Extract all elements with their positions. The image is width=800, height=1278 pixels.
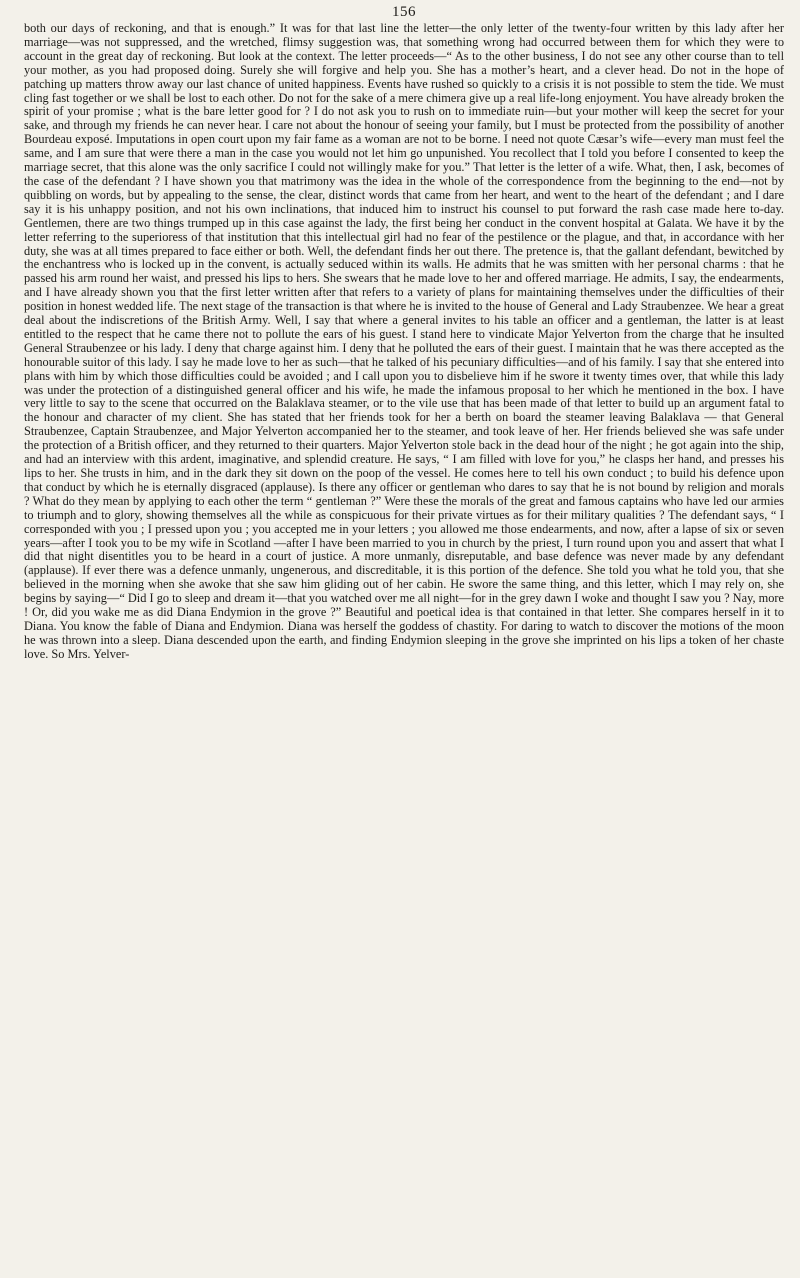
paragraph: both our days of reckoning, and that is enough.” It was for that last line the letter—the only letter of the twenty-four written by this lady after her marriage—was not suppressed, and the wretched, flimsy suggestion was, that something wrong had occurred between them for which they were to account in the great day of reckoning. But look at the context. The letter proceeds—“ As to the other business, I do not see any other course than to tell your mother, as you had proposed doing. Surely she will forgive and help you. She has a mother’s heart, and a clever head. Do not in the hope of patching up matters throw away our last chance of united happiness. Events have rushed so quickly to a crisis it is not possible to stem the tide. We must cling fast together or we shall be lost to each other. Do not for the sake of a mere chimera give up a real life-long enjoyment. You have already broken the spirit of your promise ; what is the bare letter good for ? I do not ask you to rush on to immediate ruin—but your mother will keep the secret for your sake, and through my friends he can never hear. I care not about the honour of seeing your family, but I must be protected from the possibility of another Bourdeau exposé. Imputations in open court upon my fair fame as a woman are not to be borne. I need not quote Cæsar’s wife—every man must feel the same, and I am sure that were there a man in the case you would not let him go unpunished. You recollect that I told you before I consented to keep the marriage secret, that this alone was the only sacrifice I could not willingly make for you.” That letter is the letter of a wife. What, then, I ask, becomes of the case of the defendant ? I have shown you that matrimony was the idea in the whole of the correspondence from the beginning to the end—not by quibbling on words, but by appealing to the sense, the clear, distinct words that came from her heart, and went to the heart of the defendant ; and I dare say it is his unhappy position, and not his own inclinations, that induced him to instruct his counsel to put forward the rash case made here to-day. Gentlemen, there are two things trumped up in this case against the lady, the first being her conduct in the convent hospital at Galata. We have it by the letter referring to the superioress of that institution that this intellectual girl had no fear of the pestilence or the plague, and that, in accordance with her duty, she was at all times prepared to face either or both. Well, the defendant finds her out there. The pretence is, that the gallant defendant, bewitched by the enchantress who is locked up in the convent, is actually seduced within its walls. He admits that he was smitten with her personal charms : that he passed his arm round her waist, and pressed his lips to hers. She swears that he made love to her and offered marriage. He admits, I say, the endearments, and I have already shown you that the first letter written after that refers to a variety of plans for maintaining themselves under the difficulties of their position in honest wedded life. The next stage of the transaction is that where he is invited to the house of General and Lady Straubenzee. We hear a great deal about the indiscretions of the British Army. Well, I say that where a general invites to his table an officer and a gentleman, the latter is at least entitled to the respect that he came there not to pollute the ears of his guest. I stand here to vindicate Major Yelverton from the charge that he insulted General Straubenzee or his lady. I deny that charge against him. I deny that he polluted the ears of their guest. I maintain that he was there accepted as the honourable suitor of this lady. I say he made love to her as such—that he talked of his pecuniary difficulties—and of his family. I say that she entered into plans with him by which those difficulties could be avoided ; and I call upon you to disbelieve him if he swore it twenty times over, that while this lady was under the protection of a distinguished general officer and his wife, he made the infamous proposal to her which he mentioned in the box. I have very little to say to the scene that occurred on the Balaklava steamer, or to the vile use that has been made of that letter to build up an argument fatal to the honour and character of my client. She has stated that her friends took for her a berth on board the steamer leaving Balaklava — that General Straubenzee, Captain Straubenzee, and Major Yelverton accompanied her to the steamer, and took leave of her. Her friends believed she was safe under the protection of a British officer, and they returned to their quarters. Major Yelverton stole back in the dead hour of the night ; he got again into the ship, and had an interview with this ardent, imaginative, and splendid creature. He says, “ I am filled with love for you,” he clasps her hand, and presses his lips to her. She trusts in him, and in the dark they sit down on the poop of the vessel. He comes here to tell his own conduct ; to build his defence upon that conduct by which he is eternally disgraced (applause). Is there any officer or gentleman who dares to say that he is not bound by religion and morals ? What do they mean by applying to each other the term “ gentleman ?” Were these the morals of the great and famous captains who have led our armies to triumph and to glory, showing themselves all the while as conspicuous for their private virtues as for their military qualities ? The defendant says, “ I corresponded with you ; I pressed upon you ; you accepted me in your letters ; you allowed me those endearments, and now, after a lapse of six or seven years—after I took you to be my wife in Scotland —after I have been married to you in church by the priest, I turn round upon you and assert that what I did that night disentitles you to be heard in a court of justice. A more unmanly, disreputable, and base defence was never made by any defendant (applause). If ever there was a defence unmanly, ungenerous, and discreditable, it is this portion of the defence. She told you what he told you, that she believed in the morning when she awoke that she saw him gliding out of her cabin. He swore the same thing, and this letter, which I may rely on, she begins by saying—“ Did I go to sleep and dream it—that you watched over me all night—for in the grey dawn I woke and thought I saw you ? Nay, more ! Or, did you wake me as did Diana Endymion in the grove ?” Beautiful and poetical idea is that contained in that letter. She compares herself in it to Diana. You know the fable of Diana and Endymion. Diana was herself the goddess of chastity. For daring to watch to discover the motions of the moon he was thrown into a sleep. Diana descended upon the earth, and finding Endymion sleeping in the grove she imprinted on his lips a token of her chaste love. So Mrs. Yelver- <box>24 21 784 661</box>
body-text <box>24 22 784 662</box>
page-number: 156 <box>392 4 416 20</box>
